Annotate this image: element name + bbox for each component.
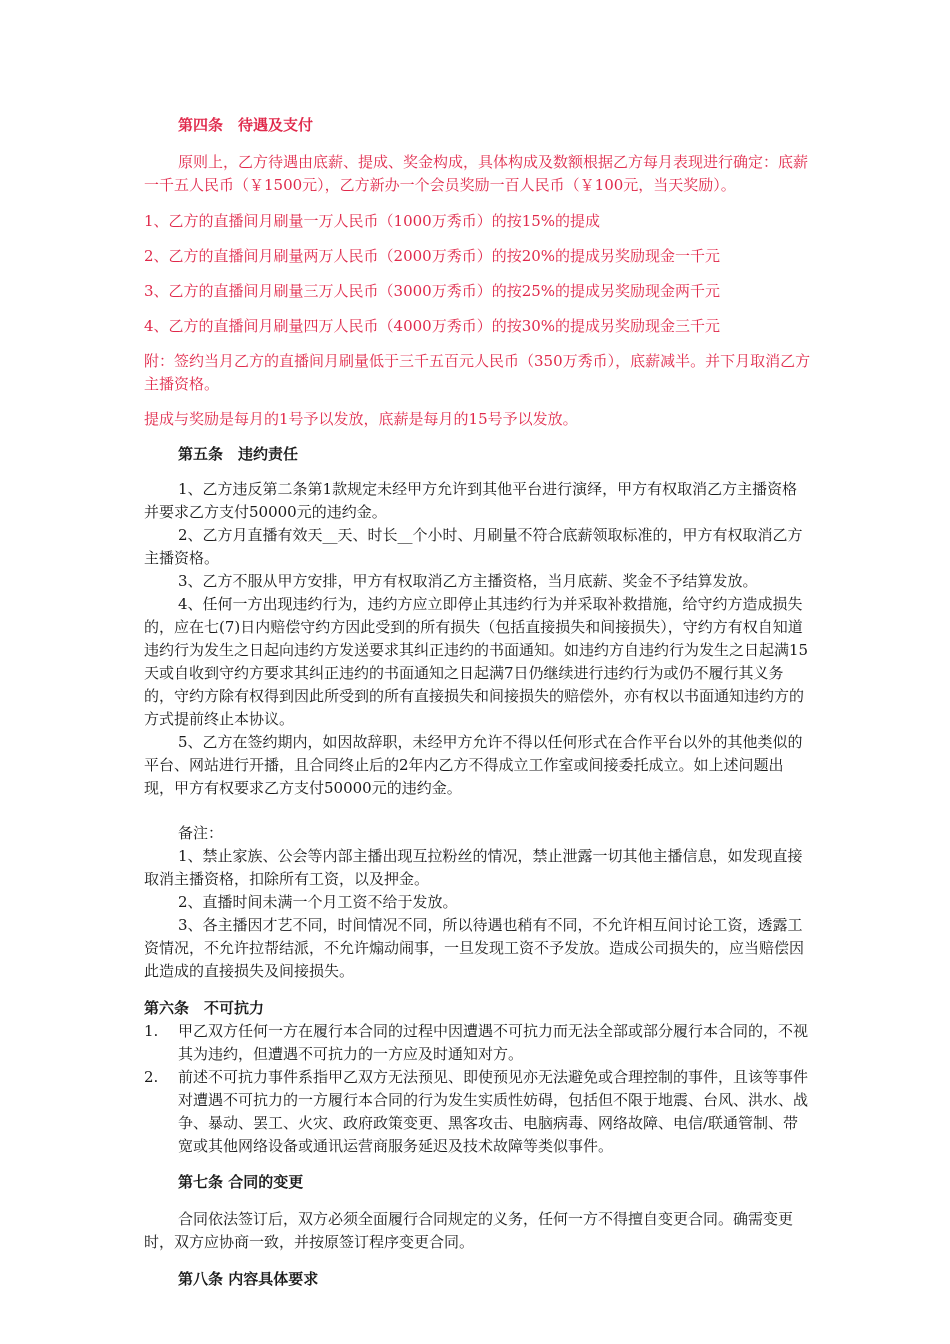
article-4-item-3: 3、乙方的直播间月刷量三万人民币（3000万秀币）的按25%的提成另奖励现金两千元 [144, 282, 721, 300]
article-4-intro: 原则上，乙方待遇由底薪、提成、奖金构成，具体构成及数额根据乙方每月表现进行确定：底薪一千五人民币（￥1500元），乙方新办一个会员奖励一百人民币（￥100元，当天奖励）。 [144, 153, 809, 194]
article-4-item-1: 1、乙方的直播间月刷量一万人民币（1000万秀币）的按15%的提成 [144, 212, 601, 230]
remark-3: 3、各主播因才艺不同，时间情况不同，所以待遇也稍有不同，不允许相互间讨论工资，透露工资情况，不允许拉帮结派，不允许煽动闹事，一旦发现工资不予发放。造成公司损失的，应当赔偿因此造成的直接损失及间接损失。 [144, 916, 805, 980]
remarks-label: 备注： [178, 824, 224, 842]
article-4-item-4: 4、乙方的直播间月刷量四万人民币（4000万秀币）的按30%的提成另奖励现金三千元 [144, 317, 721, 335]
article-5-heading: 第五条 违约责任 [178, 445, 299, 463]
article-5-item-4: 4、任何一方出现违约行为，违约方应立即停止其违约行为并采取补救措施，给守约方造成损失的，应在七(7)日内赔偿守约方因此受到的所有损失（包括直接损失和间接损失），守约方有权自知道违约行为发生之日起向违约方发送要求其纠正违约的书面通知。如违约方自违约行为发生之日起满15天或自收到守约方要求其纠正违约的书面通知之日起满7日仍继续进行违约行为或仍不履行其义务的，守约方除有权得到因此所受到的所有直接损失和间接损失的赔偿外，亦有权以书面通知违约方的方式提前终止本协议。 [144, 595, 809, 728]
article-4-note: 附：签约当月乙方的直播间月刷量低于三千五百元人民币（350万秀币），底薪减半。并下月取消乙方主播资格。 [144, 352, 811, 393]
contract-page [144, 108, 812, 1291]
article-6-item-2 [144, 1066, 812, 1158]
article-7-heading: 第七条 合同的变更 [178, 1173, 304, 1191]
article-5-item-3: 3、乙方不服从甲方安排，甲方有权取消乙方主播资格，当月底薪、奖金不予结算发放。 [178, 572, 758, 590]
article-5-item-1: 1、乙方违反第二条第1款规定未经甲方允许到其他平台进行演绎，甲方有权取消乙方主播资格并要求乙方支付50000元的违约金。 [144, 480, 798, 521]
remark-2: 2、直播时间未满一个月工资不给于发放。 [178, 893, 458, 911]
list-number: 2. [144, 1068, 159, 1086]
article-8-heading: 第八条 内容具体要求 [178, 1270, 319, 1288]
article-5-item-2: 2、乙方月直播有效天__天、时长__个小时、月刷量不符合底薪领取标准的，甲方有权取消乙方主播资格。 [144, 526, 803, 567]
article-6-list [144, 1020, 812, 1158]
article-6-item-1 [144, 1020, 812, 1066]
article-4-heading: 第四条 待遇及支付 [178, 116, 314, 134]
list-text: 甲乙双方任何一方在履行本合同的过程中因遭遇不可抗力而无法全部或部分履行本合同的，不视其为违约，但遭遇不可抗力的一方应及时通知对方。 [178, 1022, 809, 1063]
list-text: 前述不可抗力事件系指甲乙双方无法预见、即使预见亦无法避免或合理控制的事件，且该等事件对遭遇不可抗力的一方履行本合同的行为发生实质性妨碍，包括但不限于地震、台风、洪水、战争、暴动、罢工、火灾、政府政策变更、黑客攻击、电脑病毒、网络故障、电信/联通管制、带宽或其他网络设备或通讯运营商服务延迟及技术故障等类似事件。 [178, 1068, 809, 1155]
remark-1: 1、禁止家族、公会等内部主播出现互拉粉丝的情况，禁止泄露一切其他主播信息，如发现直接取消主播资格，扣除所有工资，以及押金。 [144, 847, 803, 888]
article-7-body: 合同依法签订后，双方必须全面履行合同规定的义务，任何一方不得擅自变更合同。确需变更时，双方应协商一致，并按原签订程序变更合同。 [144, 1210, 794, 1251]
article-4-item-2: 2、乙方的直播间月刷量两万人民币（2000万秀币）的按20%的提成另奖励现金一千元 [144, 247, 721, 265]
article-6-heading: 第六条 不可抗力 [144, 999, 265, 1017]
article-4-payday: 提成与奖励是每月的1号予以发放，底薪是每月的15号予以发放。 [144, 410, 578, 428]
list-number: 1. [144, 1022, 159, 1040]
article-5-items [144, 478, 812, 800]
article-5-item-5: 5、乙方在签约期内，如因故辞职，未经甲方允许不得以任何形式在合作平台以外的其他类似的平台、网站进行开播，且合同终止后的2年内乙方不得成立工作室或间接委托成立。如上述问题出现，甲方有权要求乙方支付50000元的违约金。 [144, 733, 803, 797]
remarks-block [144, 822, 812, 983]
